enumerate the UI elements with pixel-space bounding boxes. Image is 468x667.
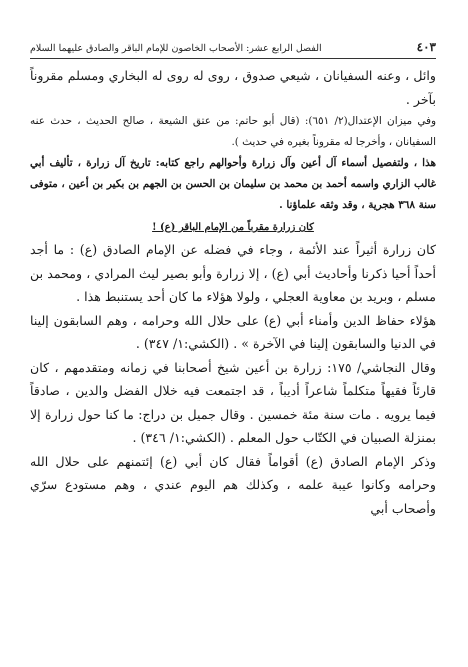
running-title: الفصل الرابع عشر: الأصحاب الخاصون للإمام الباقر والصادق عليهما السلام bbox=[30, 43, 322, 54]
body-paragraph-3: وقال النجاشي/ ١٧٥: زرارة بن أعين شيخ أصحابنا في زمانه ومتقدمهم ، كان قارئاً فقيهاً متكلماً شاعراً أديباً ، قد اجتمعت فيه خلال الفضل والدين ، صادقاً فيما يرويه . مات سنة مئة خمسين . وقال جميل بن دراج: ما كنا حول زرارة إلا بمنزلة الصبيان في الكتّاب حول المعلم . (الكشي:١/ ٣٤٦) . bbox=[30, 359, 436, 445]
body-paragraph-2: هؤلاء حفاظ الدين وأمناء أبي (ع) على حلال الله وحرامه ، وهم السابقون إلينا في الدنيا والسابقون إلينا في الآخرة » . (الكشي:١/ ٣٤٧) . bbox=[30, 312, 436, 351]
paragraph-3: هذا ، ولتفصيل أسماء آل أعين وآل زرارة وأحوالهم راجع كتابه: تاريخ آل زرارة ، تأليف أبي غالب الزاري واسمه أحمد بن محمد بن سليمان بن الحسن بن الجهم بن بكير بن أعين ، متوفى سنة ٣٦٨ هجرية ، وقد وثقه علماؤنا . bbox=[30, 157, 436, 211]
body-paragraph-4: وذكر الإمام الصادق (ع) أقواماً فقال كان أبي (ع) إئتمنهم على حلال الله وحرامه وكانوا عيبة علمه ، وكذلك هم اليوم عندي ، وهم مستودع سرّي وأصحاب أبي bbox=[30, 453, 436, 516]
page-header bbox=[30, 40, 436, 54]
section-title: كان زرارة مقرباً من الإمام الباقر (ع) ! bbox=[152, 222, 314, 233]
paragraph-2: وفي ميزان الإعتدال(٢/ ٦٥١): (قال أبو حاتم: من عتق الشيعة ، صالح الحديث ، حدث عنه السفيانان ، وأخرجا له مقروناً بغيره في حديث ). bbox=[30, 115, 437, 148]
page-number: ٤٠٣ bbox=[416, 40, 436, 54]
page-content bbox=[30, 64, 436, 520]
header-rule bbox=[30, 58, 436, 59]
body-paragraph-1: كان زرارة أثيراً عند الأئمة ، وجاء في فضله عن الإمام الصادق (ع) : ما أجد أحداً أحيا ذكرنا وأحاديث أبي (ع) ، إلا زرارة وأبو بصير ليث المرادي ، ومحمد بن مسلم ، وبريد بن معاوية العجلي ، ولولا هؤلاء ما كان أحد يستنبط هذا . bbox=[30, 242, 436, 304]
paragraph-1: وائل ، وعنه السفيانان ، شيعي صدوق ، روى له روى له البخاري ومسلم مقروناً بآخر . bbox=[30, 68, 436, 107]
